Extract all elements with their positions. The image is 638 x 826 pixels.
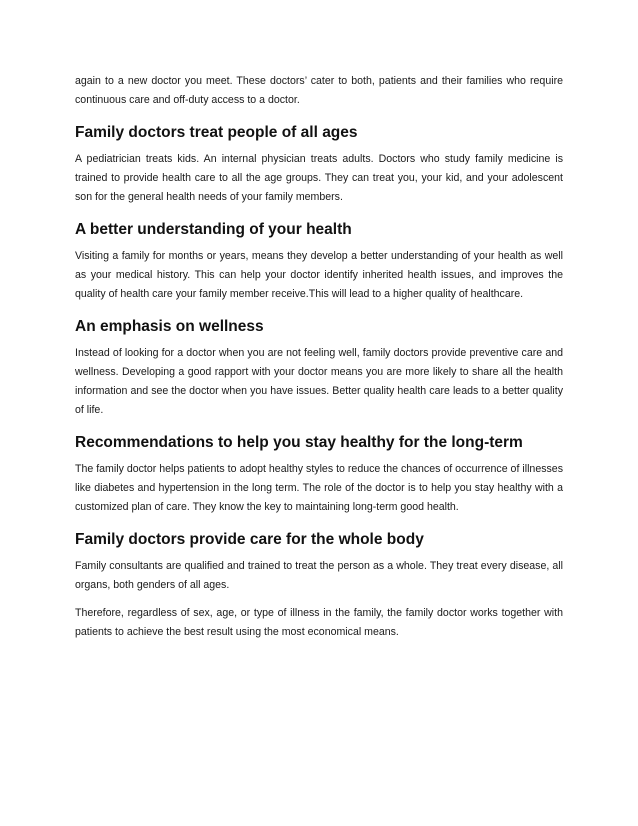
document-page <box>75 72 563 642</box>
section-paragraph-all-ages: A pediatrician treats kids. An internal physician treats adults. Doctors who study family medicine is trained to provide health care to all the age groups. They can treat you, your kid, and your adolescent son for the general health needs of your family members. <box>75 153 563 203</box>
section-paragraph-recommendations: The family doctor helps patients to adopt healthy styles to reduce the chances of occurrence of illnesses like diabetes and hypertension in the long term. The role of the doctor is to help you stay healthy with a customized plan of care. They know the key to maintaining long-term good health. <box>75 463 563 513</box>
section-paragraph-whole-body-1: Family consultants are qualified and trained to treat the person as a whole. They treat every disease, all organs, both genders of all ages. <box>75 560 563 591</box>
section-heading-better-understanding: A better understanding of your health <box>75 221 352 238</box>
section-paragraph-better-understanding: Visiting a family for months or years, means they develop a better understanding of your health as well as your medical history. This can help your doctor identify inherited health issues, and improves the quality of health care your family member receive.This will lead to a higher quality of healthcare. <box>75 250 563 300</box>
section-paragraph-wellness: Instead of looking for a doctor when you are not feeling well, family doctors provide preventive care and wellness. Developing a good rapport with your doctor means you are more likely to share all the health information and see the doctor when you have issues. Better quality health care leads to a better quality of life. <box>75 347 563 416</box>
section-heading-recommendations: Recommendations to help you stay healthy for the long-term <box>75 434 523 451</box>
section-heading-all-ages: Family doctors treat people of all ages <box>75 124 358 141</box>
intro-paragraph: again to a new doctor you meet. These doctors’ cater to both, patients and their families who require continuous care and off-duty access to a doctor. <box>75 75 563 106</box>
section-heading-wellness: An emphasis on wellness <box>75 318 264 335</box>
section-heading-whole-body: Family doctors provide care for the whole body <box>75 531 424 548</box>
section-paragraph-whole-body-2: Therefore, regardless of sex, age, or type of illness in the family, the family doctor works together with patients to achieve the best result using the most economical means. <box>75 607 563 638</box>
